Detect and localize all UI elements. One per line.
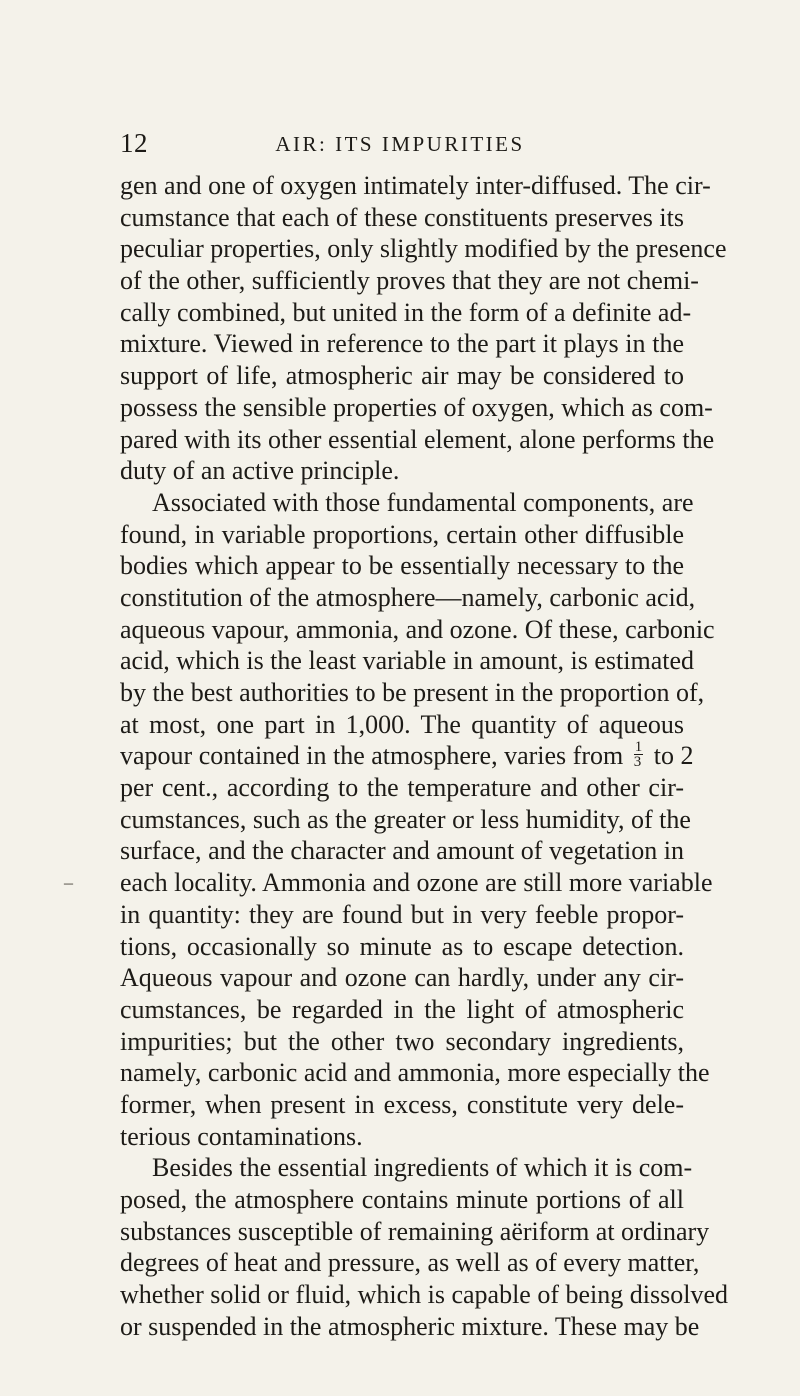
page-number: 12 [120, 128, 148, 158]
text-line: substances susceptible of remaining aëriform at ordinary [120, 1216, 710, 1246]
text-line: tions, occasionally so minute as to escape detection. [120, 931, 684, 961]
text-line: support of life, atmospheric air may be considered to [120, 361, 684, 391]
text-line: Besides the essential ingredients of which it is com- [152, 1153, 693, 1183]
paragraph-3 [120, 1152, 728, 1342]
text-line: by the best authorities to be present in the proportion of, [120, 678, 705, 707]
paragraph-1 [120, 170, 727, 487]
text-line: possess the sensible properties of oxygen, which as com- [120, 392, 713, 422]
fraction-denominator: 3 [633, 754, 642, 771]
text-line: cumstance that each of these constituents preserves its [120, 202, 684, 232]
text-line: Aqueous vapour and ozone can hardly, under any cir- [120, 963, 684, 993]
text-line: acid, which is the least variable in amount, is estimated [120, 646, 695, 676]
text-line: constitution of the atmosphere—namely, carbonic acid, [120, 582, 696, 612]
text-line: of the other, sufficiently proves that they are not chemi- [120, 266, 699, 296]
text-line: whether solid or fluid, which is capable of being dissolved [120, 1280, 728, 1310]
text-line: posed, the atmosphere contains minute portions of all [120, 1185, 684, 1214]
text-line: peculiar properties, only slightly modified by the presence [120, 234, 727, 264]
text-line: mixture. Viewed in reference to the part it plays in the [120, 329, 684, 359]
text-line: or suspended in the atmospheric mixture. These may be [120, 1311, 700, 1341]
text-line: degrees of heat and pressure, as well as of every matter, [120, 1248, 700, 1278]
page-header [0, 128, 800, 158]
body-text [120, 170, 728, 1342]
text-line: at most, one part in 1,000. The quantity of aqueous [120, 709, 684, 739]
text-line: found, in variable proportions, certain other diffusible [120, 519, 684, 549]
text-line: former, when present in excess, constitute very dele- [120, 1089, 684, 1119]
text-line: aqueous vapour, ammonia, and ozone. Of these, carbonic [120, 614, 715, 644]
text-line: bodies which appear to be essentially necessary to the [120, 551, 684, 581]
text-line: cally combined, but united in the form of a definite ad- [120, 297, 692, 327]
text-line: terious contaminations. [120, 1121, 363, 1151]
text-line: pared with its other essential element, alone performs the [120, 424, 715, 454]
text-line: each locality. Ammonia and ozone are still more variable [120, 868, 713, 898]
text-line: cumstances, such as the greater or less humidity, of the [120, 804, 691, 834]
text-line: Associated with those fundamental components, are [152, 487, 694, 517]
text-line: in quantity: they are found but in very feeble propor- [120, 899, 684, 929]
fraction-line-after: to 2 [653, 741, 694, 771]
fraction [634, 740, 644, 769]
margin-mark: _ [64, 866, 73, 886]
fraction-numerator: 1 [634, 739, 643, 756]
text-line-with-fraction [120, 739, 694, 772]
paragraph-2 [120, 487, 715, 1152]
text-line: impurities; but the other two secondary ingredients, [120, 1026, 684, 1056]
running-title: AIR: ITS IMPURITIES [275, 132, 525, 156]
text-line: cumstances, be regarded in the light of atmospheric [120, 994, 684, 1024]
text-line: namely, carbonic acid and ammonia, more especially the [120, 1058, 710, 1088]
text-line: per cent., according to the temperature and other cir- [120, 773, 684, 803]
text-line: gen and one of oxygen intimately inter-diffused. The cir- [120, 171, 711, 200]
fraction-line-before: vapour contained in the atmosphere, varies from [120, 741, 624, 771]
text-line: surface, and the character and amount of vegetation in [120, 836, 684, 866]
text-line: duty of an active principle. [120, 456, 400, 486]
